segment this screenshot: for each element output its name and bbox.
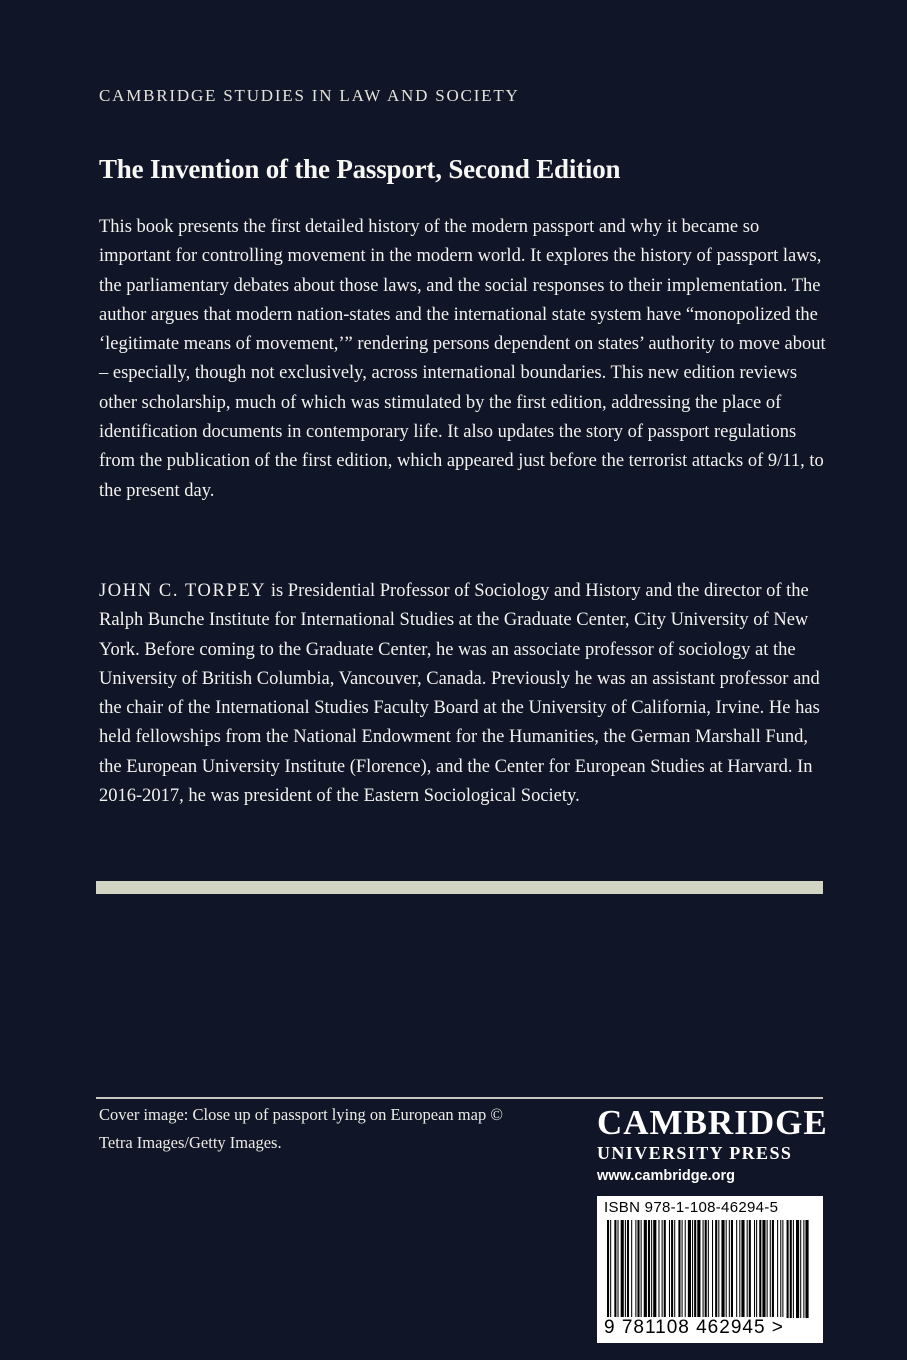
barcode-stripe	[739, 1220, 740, 1318]
barcode-stripe	[671, 1220, 673, 1318]
barcode-stripe	[770, 1220, 771, 1318]
barcode-stripe	[621, 1220, 624, 1318]
barcode-stripe	[694, 1220, 696, 1318]
barcode-stripe	[631, 1220, 632, 1318]
barcode-stripe	[726, 1220, 727, 1318]
barcode-stripe	[793, 1220, 794, 1318]
barcode-stripe	[777, 1220, 778, 1318]
barcode-stripe	[627, 1220, 629, 1318]
barcode-stripe	[772, 1220, 774, 1318]
barcode-stripe	[749, 1220, 751, 1318]
author-bio-text: is Presidential Professor of Sociology and History and the director of the Ralph Bunche Institute for International Studies at the Graduate Center, City University of New York. Before coming to the Graduate Center, he was an associate professor of sociology at the University of British Columbia, Vancouver, Canada. Previously he was an assistant professor and the chair of the International Studies Faculty Board at the University of California, Irvine. He has held fellowships from the National Endowment for the Humanities, the German Marshall Fund, the European University Institute (Florence), and the Center for European Studies at Harvard. In 2016-2017, he was president of the Eastern Sociological Society.	[99, 581, 820, 807]
publisher-subtitle: UNIVERSITY PRESS	[597, 1143, 793, 1163]
barcode-stripe	[756, 1220, 757, 1318]
series-title: CAMBRIDGE STUDIES IN LAW AND SOCIETY	[99, 86, 520, 105]
barcode-stripe	[697, 1220, 700, 1318]
barcode-stripe	[614, 1220, 616, 1318]
book-title: The Invention of the Passport, Second Edition	[99, 154, 621, 184]
footer-divider	[96, 1097, 823, 1099]
barcode-stripe	[796, 1220, 799, 1318]
barcode-stripe	[715, 1220, 717, 1318]
barcode-digits: 9 781108 462945 >	[604, 1317, 784, 1338]
barcode-stripe	[787, 1220, 789, 1318]
barcode-stripe	[705, 1220, 707, 1318]
book-description: This book presents the first detailed history of the modern passport and why it became so important for controlling movement in the modern world. It explores the history of passport laws, the parliamentary debates about those laws, and the social responses to their implementation. The author argues that modern nation-states and the international state system have “monopolized the ‘legitimate means of movement,’” rendering persons dependent on states’ authority to move about – especially, though not exclusively, across international boundaries. This new edition reviews other scholarship, much of which was stimulated by the first edition, addressing the place of identification documents in contemporary life. It also updates the story of passport regulations from the publication of the first edition, which appeared just before the terrorist attacks of 9/11, to the present day.	[99, 217, 826, 501]
barcode-stripe	[692, 1220, 693, 1318]
barcode-stripe	[782, 1220, 783, 1318]
barcode-stripe	[682, 1220, 683, 1318]
barcode-stripe	[790, 1220, 792, 1318]
author-bio	[99, 577, 834, 811]
isbn-label: ISBN 978-1-108-46294-5	[604, 1199, 779, 1216]
barcode-stripe	[805, 1220, 808, 1318]
barcode-stripe	[678, 1220, 680, 1318]
barcode-stripe	[721, 1220, 724, 1318]
author-name: JOHN C. TORPEY	[99, 581, 267, 601]
barcode-stripe	[754, 1220, 755, 1318]
barcode	[597, 1196, 823, 1343]
barcode-stripe	[708, 1220, 709, 1318]
barcode-stripe	[800, 1220, 801, 1318]
barcode-stripe	[648, 1220, 650, 1318]
barcode-stripe	[747, 1220, 748, 1318]
barcode-stripe	[662, 1220, 663, 1318]
barcode-stripe	[625, 1220, 626, 1318]
barcode-stripe	[712, 1220, 713, 1318]
barcode-stripe	[651, 1220, 652, 1318]
divider-bar	[96, 881, 823, 894]
publisher-url: www.cambridge.org	[597, 1168, 736, 1184]
barcode-stripe	[674, 1220, 675, 1318]
barcode-stripe	[685, 1220, 686, 1318]
barcode-stripe	[780, 1220, 781, 1318]
barcode-stripe	[607, 1220, 609, 1318]
barcode-stripe	[762, 1220, 765, 1318]
barcode-stripe	[635, 1220, 636, 1318]
barcode-stripe	[637, 1220, 639, 1318]
barcode-stripe	[669, 1220, 670, 1318]
barcode-stripe	[658, 1220, 659, 1318]
barcode-stripe	[736, 1220, 737, 1318]
barcode-stripe	[759, 1220, 761, 1318]
publisher-name: CAMBRIDGE	[597, 1103, 828, 1142]
barcode-stripe	[688, 1220, 691, 1318]
barcode-stripe	[703, 1220, 704, 1318]
barcode-stripe	[664, 1220, 666, 1318]
barcode-stripe	[803, 1220, 804, 1318]
barcode-stripe	[618, 1220, 619, 1318]
barcode-stripe	[729, 1220, 730, 1318]
barcode-stripe	[641, 1220, 642, 1318]
barcode-stripe	[644, 1220, 647, 1318]
barcode-stripe	[741, 1220, 744, 1318]
barcode-stripe	[718, 1220, 719, 1318]
publisher-block	[597, 1103, 828, 1184]
barcode-stripe	[653, 1220, 656, 1318]
cover-credit: Cover image: Close up of passport lying on European map © Tetra Images/Getty Images.	[99, 1105, 503, 1152]
barcode-stripe	[767, 1220, 768, 1318]
barcode-stripe	[610, 1220, 611, 1318]
barcode-stripe	[731, 1220, 733, 1318]
